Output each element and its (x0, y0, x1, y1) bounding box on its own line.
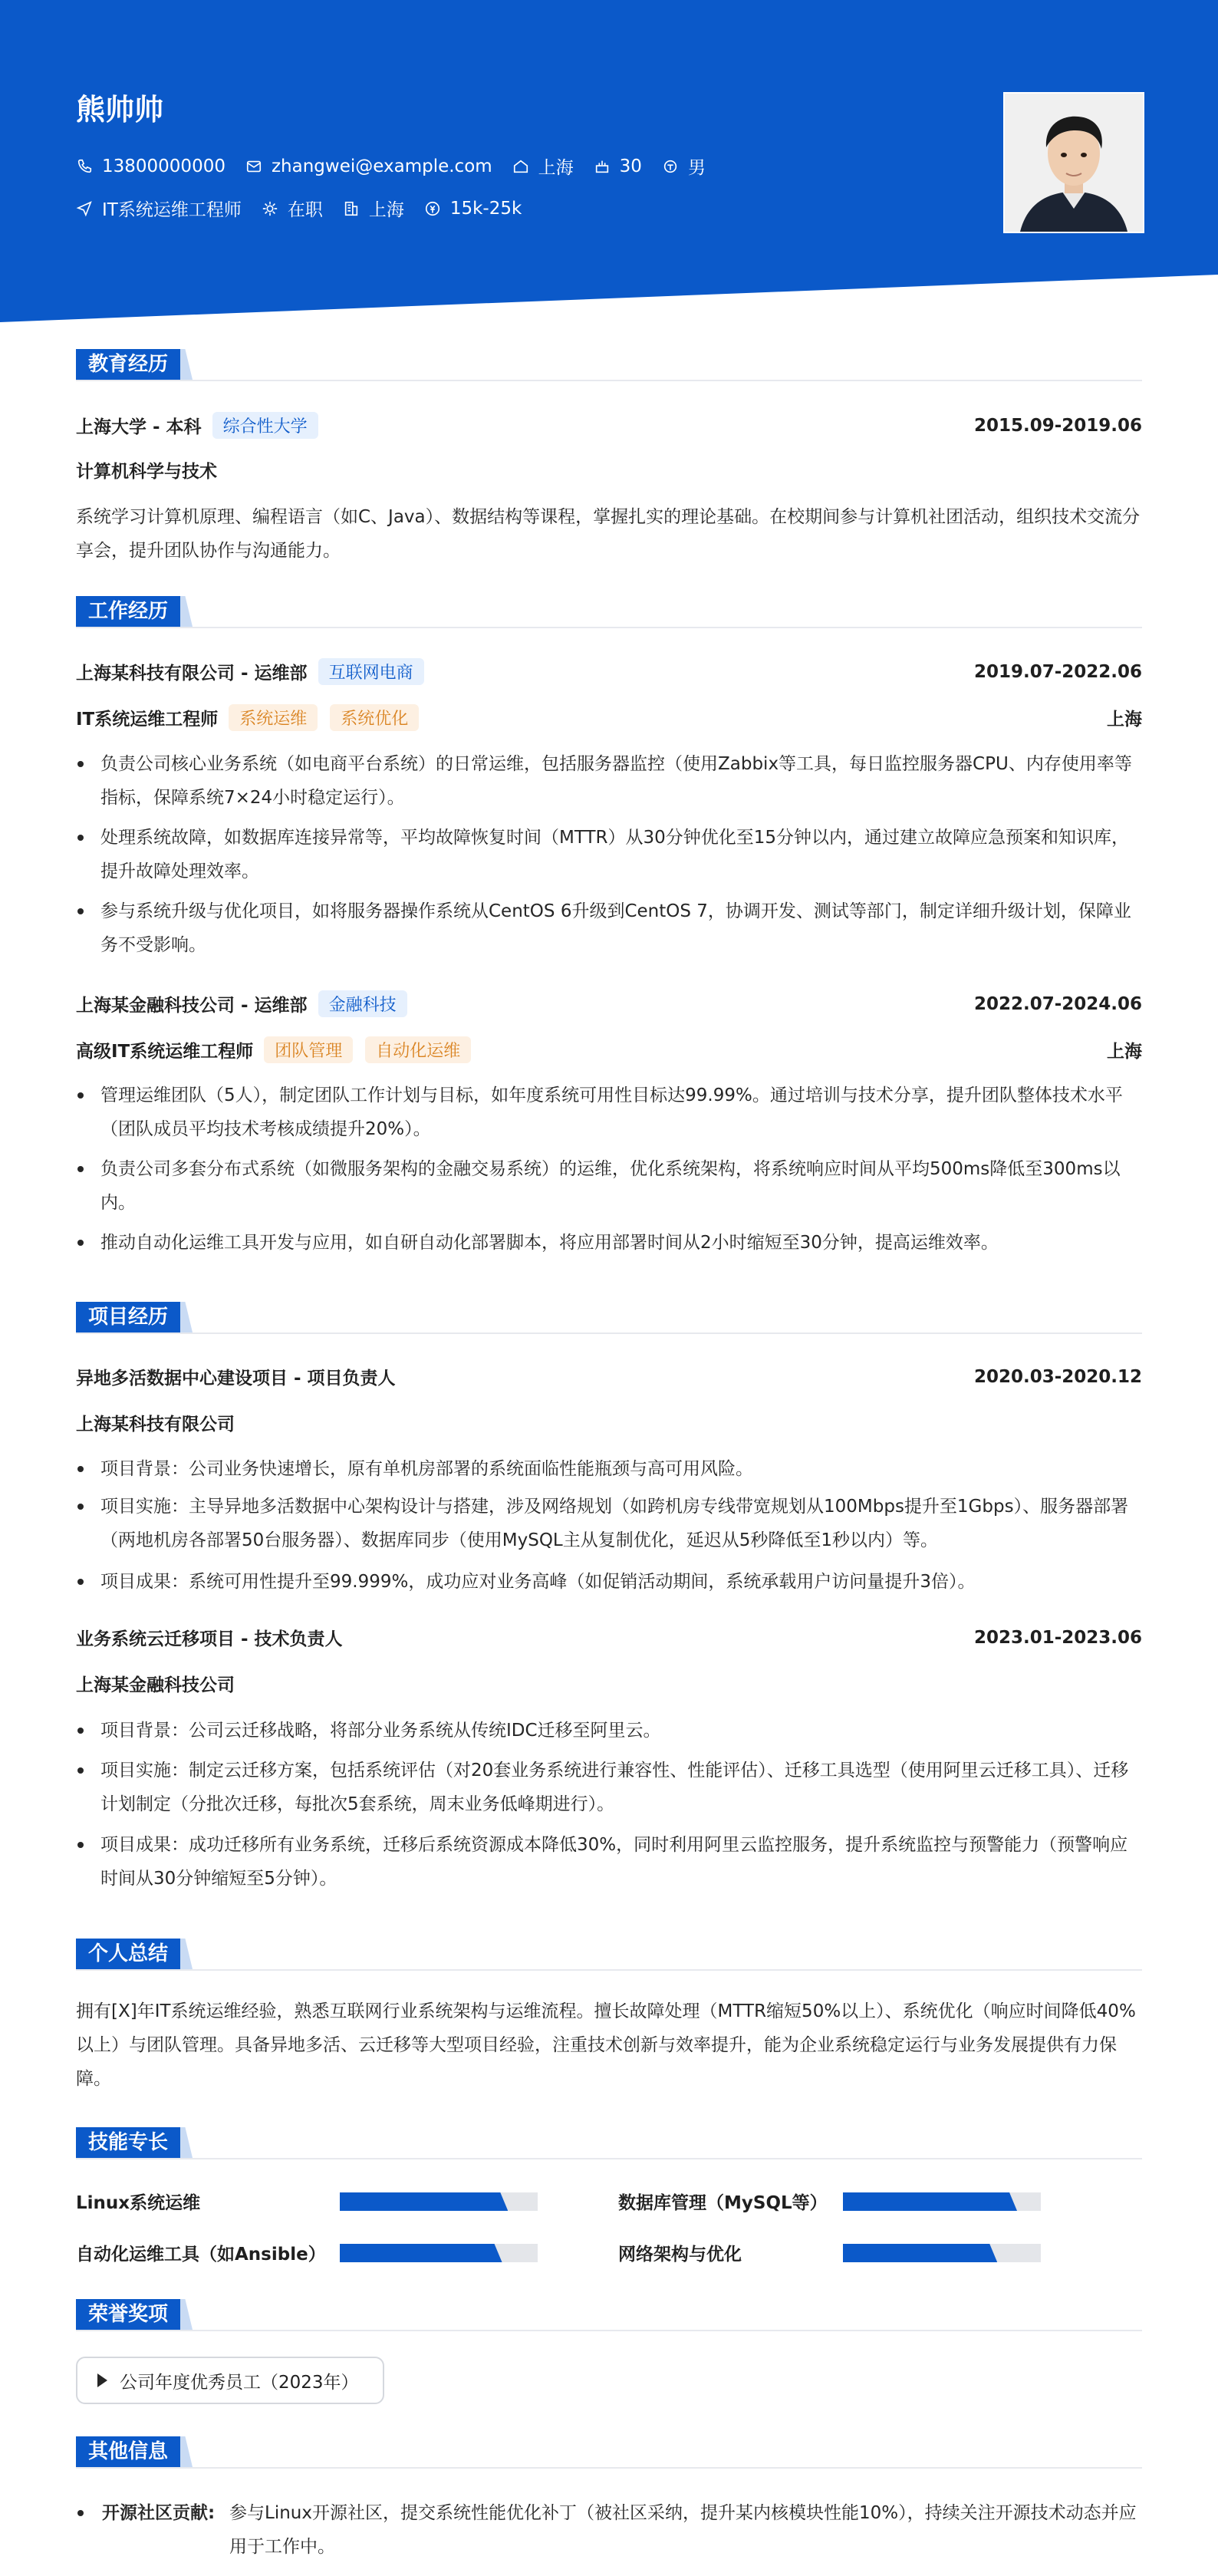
work-2-bullet: 管理运维团队（5人），制定团队工作计划与目标，如年度系统可用性目标达99.99%。通过培训与技术分享，提升团队整体技术水平（团队成员平均技术考核成绩提升20%）。 (76, 1079, 1142, 1146)
work-city-item (343, 196, 404, 221)
section-summary-title: 个人总结 (76, 1939, 180, 1969)
status-text: 在职 (287, 200, 323, 220)
school-name: 上海大学 - 本科 (76, 417, 202, 437)
major-name: 计算机科学与技术 (76, 462, 217, 482)
work-2-city: 上海 (1107, 1042, 1142, 1062)
skill-bar-fill (843, 2244, 997, 2262)
project-2-bullet: 项目成果：成功迁移所有业务系统，迁移后系统资源成本降低30%，同时利用阿里云监控服务，提升系统监控与预警能力（预警响应时间从30分钟缩短至5分钟）。 (76, 1828, 1142, 1896)
project-2-company-row (76, 1671, 1142, 1696)
work-2-company: 上海某金融科技公司 - 运维部 (76, 996, 308, 1016)
work-2-tag: 自动化运维 (365, 1036, 471, 1063)
email-text: zhangwei@example.com (271, 156, 492, 176)
skill-bar (843, 2244, 1041, 2262)
mail-icon (245, 158, 262, 175)
work-1-company-tag: 互联网电商 (318, 658, 424, 685)
work-2-bullet: 负责公司多套分布式系统（如微服务架构的金融交易系统）的运维，优化系统架构，将系统响应时间从平均500ms降低至300ms以内。 (76, 1152, 1142, 1220)
skill-bar (843, 2192, 1041, 2211)
position-text: IT系统运维工程师 (102, 200, 242, 220)
project-2-period: 2023.01-2023.06 (973, 1627, 1142, 1648)
skill-label: 数据库管理（MySQL等） (618, 2193, 828, 2213)
section-skills-title: 技能专长 (76, 2127, 180, 2158)
section-other-title: 其他信息 (76, 2436, 180, 2467)
skill-bar-fill (340, 2244, 502, 2262)
project-2-bullet: 项目实施：制定云迁移方案，包括系统评估（对20套业务系统进行兼容性、性能评估）、迁移工具选型（使用阿里云迁移工具）、迁移计划制定（分批次迁移，每批次5套系统，周末业务低峰期进行）。 (76, 1754, 1142, 1821)
work-2-title-row (76, 1036, 1142, 1063)
section-divider (76, 2330, 1142, 2331)
age-item (594, 156, 642, 176)
work-1-period: 2019.07-2022.06 (973, 661, 1142, 682)
section-divider (76, 2467, 1142, 2469)
skill-label: Linux系统运维 (76, 2193, 201, 2213)
phone-icon (76, 158, 93, 175)
project-1-company-row (76, 1410, 1142, 1435)
work-1-header (76, 658, 1142, 685)
section-divider (76, 2158, 1142, 2159)
work-2-header (76, 990, 1142, 1017)
contact-row (76, 153, 726, 179)
work-1-company: 上海某科技有限公司 - 运维部 (76, 664, 308, 684)
work-1-city: 上海 (1107, 710, 1142, 730)
salary-item (424, 199, 522, 219)
section-divider (76, 1969, 1142, 1971)
project-2-name: 业务系统云迁移项目 - 技术负责人 (76, 1629, 343, 1649)
work-1-tag: 系统运维 (229, 704, 318, 731)
coin-icon (424, 200, 441, 217)
profile-photo (1003, 92, 1144, 233)
project-1-bullet: 项目背景：公司业务快速增长，原有单机房部署的系统面临性能瓶颈与高可用风险。 (76, 1452, 1142, 1486)
avatar-icon (1005, 94, 1143, 232)
age-text: 30 (619, 156, 642, 176)
other-label: 开源社区贡献: (102, 2503, 216, 2523)
settings-icon (262, 200, 278, 217)
work-1-bullet: 参与系统升级与优化项目，如将服务器操作系统从CentOS 6升级到CentOS 7，协调开发、测试等部门，制定详细升级计划，保障业务不受影响。 (76, 894, 1142, 962)
work-2-bullet: 推动自动化运维工具开发与应用，如自研自动化部署脚本，将应用部署时间从2小时缩短至30分钟，提高运维效率。 (76, 1226, 1142, 1260)
status-item (262, 196, 323, 221)
skill-bar (340, 2244, 538, 2262)
section-work (76, 596, 180, 627)
city-item (512, 153, 574, 179)
education-header (76, 412, 1142, 439)
section-projects (76, 1302, 180, 1332)
position-item (76, 196, 242, 221)
bullet-dot (77, 2510, 84, 2516)
skill-bar (340, 2192, 538, 2211)
project-2-header (76, 1625, 1142, 1650)
section-skills (76, 2127, 180, 2158)
project-1-period: 2020.03-2020.12 (973, 1366, 1142, 1387)
work-2-tag: 团队管理 (264, 1036, 353, 1063)
work-1-bullet: 处理系统故障，如数据库连接异常等，平均故障恢复时间（MTTR）从30分钟优化至15分钟以内，通过建立故障应急预案和知识库，提升故障处理效率。 (76, 821, 1142, 888)
school-tag: 综合性大学 (212, 412, 318, 439)
gender-icon (662, 158, 679, 175)
other-item (76, 2496, 1142, 2564)
work-city-text: 上海 (368, 200, 404, 220)
education-description: 系统学习计算机原理、编程语言（如C、Java）、数据结构等课程，掌握扎实的理论基础。在校期间参与计算机社团活动，组织技术交流分享会，提升团队协作与沟通能力。 (76, 507, 1141, 561)
work-2-title: 高级IT系统运维工程师 (76, 1042, 254, 1062)
phone-item (76, 156, 225, 176)
award-text: 公司年度优秀员工（2023年） (120, 2372, 359, 2393)
work-1-bullet: 负责公司核心业务系统（如电商平台系统）的日常运维，包括服务器监控（使用Zabbix等工具，每日监控服务器CPU、内存使用率等指标，保障系统7×24小时稳定运行）。 (76, 747, 1142, 815)
salary-text: 15k-25k (449, 198, 522, 219)
section-other (76, 2436, 180, 2467)
gender-item (662, 153, 706, 179)
home-icon (512, 158, 529, 175)
play-icon (97, 2373, 107, 2387)
city-text: 上海 (538, 158, 574, 178)
project-1-company: 上海某科技有限公司 (76, 1415, 235, 1435)
skill-label: 自动化运维工具（如Ansible） (76, 2245, 326, 2265)
skill-bar-fill (340, 2192, 508, 2211)
section-awards-title: 荣誉奖项 (76, 2299, 180, 2330)
education-period: 2015.09-2019.06 (973, 415, 1142, 436)
section-work-title: 工作经历 (76, 596, 180, 627)
phone-text: 13800000000 (102, 156, 225, 176)
gender-text: 男 (687, 158, 706, 178)
section-education (76, 349, 180, 380)
other-text: 参与Linux开源社区，提交系统性能优化补丁（被社区采纳，提升某内核模块性能10%），持续关注开源技术动态并应用于工作中。 (229, 2503, 1137, 2557)
award-item[interactable] (76, 2357, 384, 2404)
skill-label: 网络架构与优化 (618, 2245, 742, 2265)
work-1-title-row (76, 704, 1142, 731)
project-1-header (76, 1364, 1142, 1389)
major-row (76, 457, 1142, 483)
section-awards (76, 2299, 180, 2330)
job-intent-row (76, 196, 542, 221)
email-item (245, 156, 492, 176)
section-summary (76, 1939, 180, 1969)
project-2-bullet: 项目背景：公司云迁移战略，将部分业务系统从传统IDC迁移至阿里云。 (76, 1714, 1142, 1748)
section-divider (76, 1332, 1142, 1334)
skill-bar-fill (843, 2192, 1017, 2211)
send-icon (76, 200, 93, 217)
section-education-title: 教育经历 (76, 349, 180, 380)
candidate-name: 熊帅帅 (76, 93, 164, 127)
work-1-tag: 系统优化 (330, 704, 419, 731)
project-1-name: 异地多活数据中心建设项目 - 项目负责人 (76, 1369, 396, 1388)
work-2-company-tag: 金融科技 (318, 990, 407, 1017)
building-icon (343, 200, 360, 217)
work-1-title: IT系统运维工程师 (76, 710, 219, 730)
section-divider (76, 627, 1142, 628)
section-divider (76, 380, 1142, 381)
project-1-bullet: 项目成果：系统可用性提升至99.999%，成功应对业务高峰（如促销活动期间，系统承载用户访问量提升3倍）。 (76, 1565, 1142, 1599)
section-projects-title: 项目经历 (76, 1302, 180, 1332)
summary-text: 拥有[X]年IT系统运维经验，熟悉互联网行业系统架构与运维流程。擅长故障处理（MTTR缩短50%以上）、系统优化（响应时间降低40%以上）与团队管理。具备异地多活、云迁移等大型项目经验，注重技术创新与效率提升，能为企业系统稳定运行与业务发展提供有力保障。 (76, 2001, 1136, 2089)
work-2-period: 2022.07-2024.06 (973, 993, 1142, 1014)
project-2-company: 上海某金融科技公司 (76, 1675, 235, 1695)
project-1-bullet: 项目实施：主导异地多活数据中心架构设计与搭建，涉及网络规划（如跨机房专线带宽规划从100Mbps提升至1Gbps）、服务器部署（两地机房各部署50台服务器）、数据库同步（使用MySQL主从复制优化，延迟从5秒降低至1秒以内）等。 (76, 1490, 1142, 1557)
cake-icon (594, 158, 611, 175)
